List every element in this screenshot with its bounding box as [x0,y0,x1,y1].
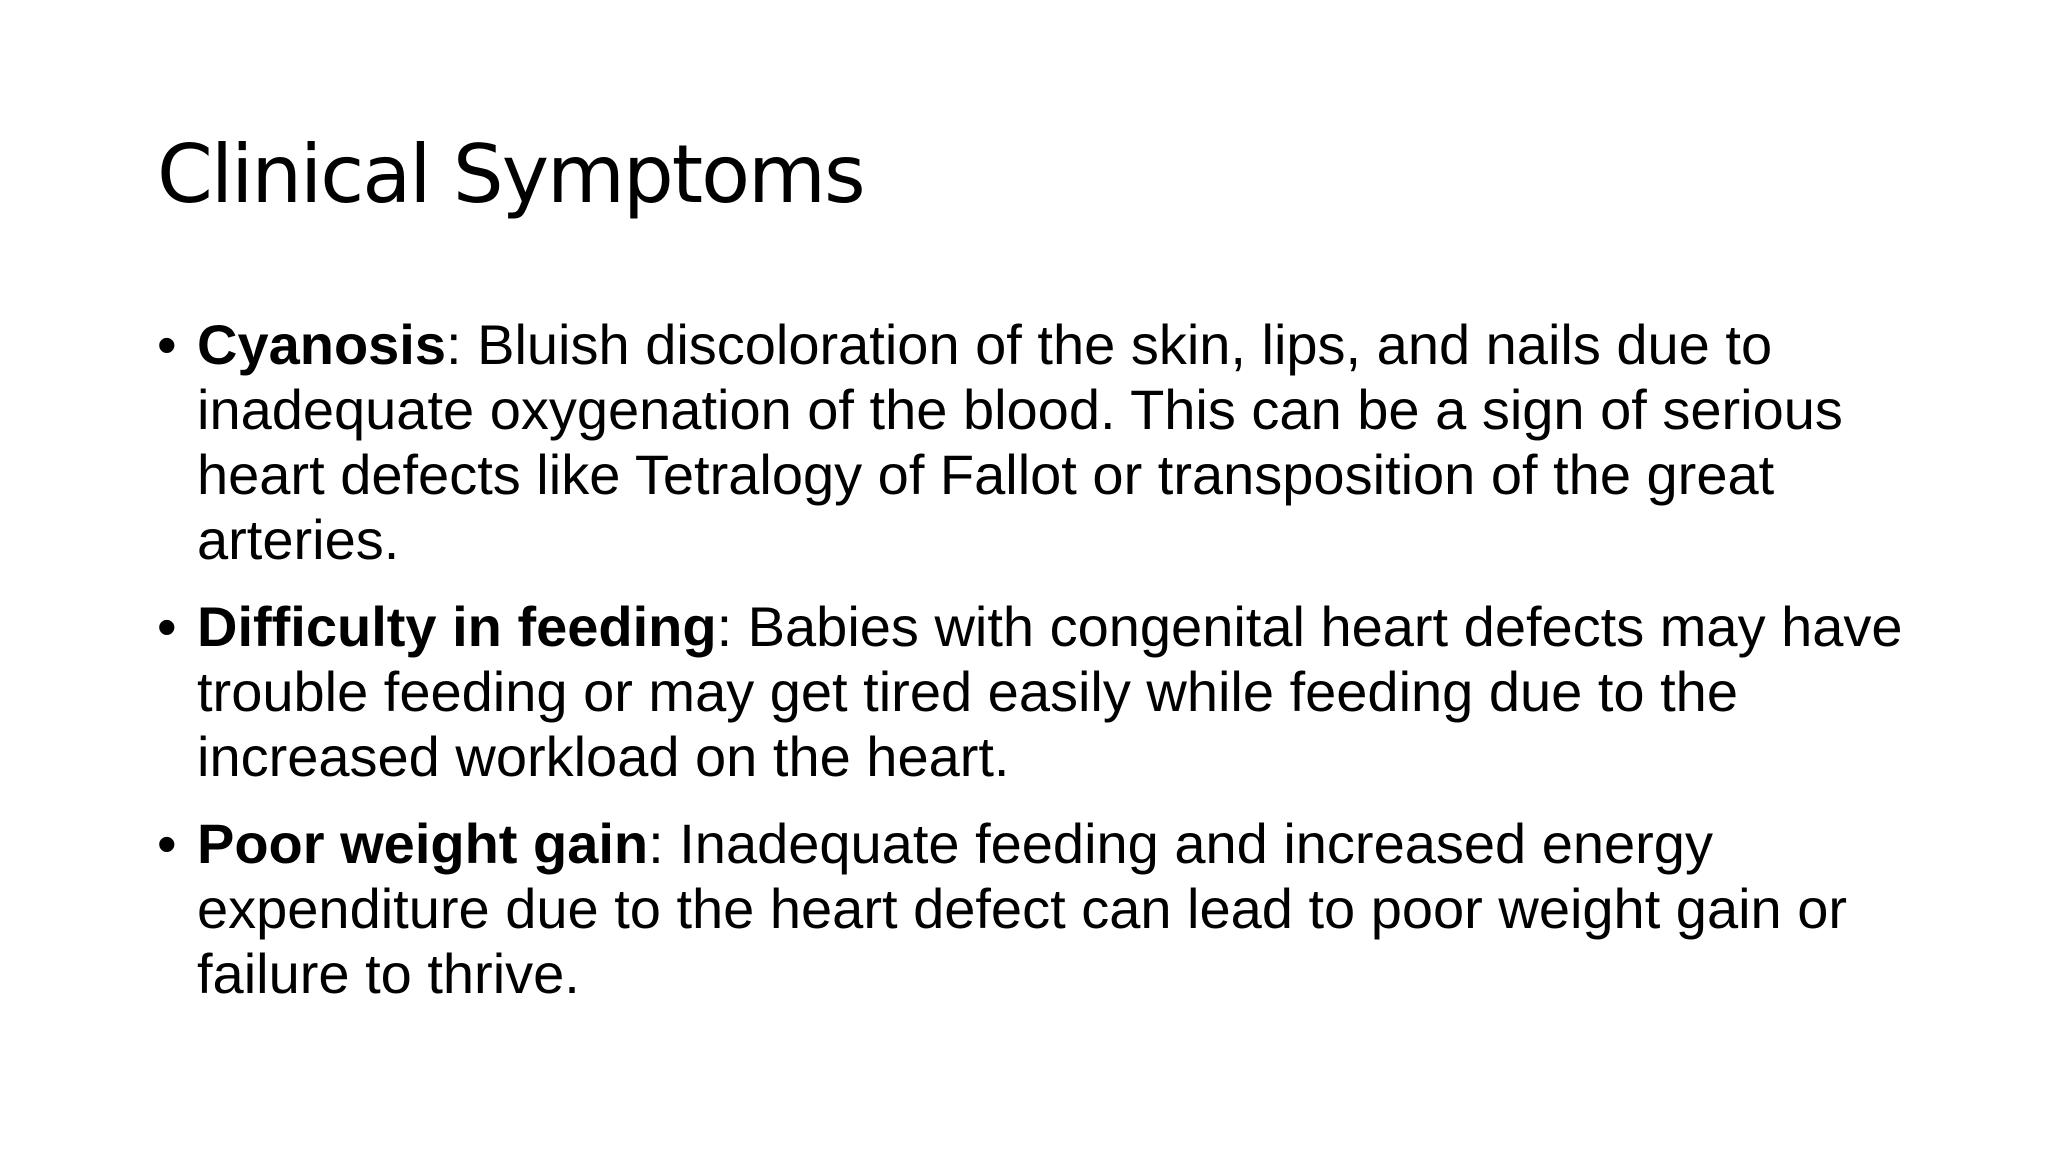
bullet-description: : Inadequate feeding and increased energy expenditure due to the heart defect can lead to poor weight gain or failure to thrive. [197,812,1848,1005]
bullet-description: : Bluish discoloration of the skin, lips, and nails due to inadequate oxygenation of the blood. This can be a sign of serious heart defects like Tetralogy of Fallot or transposition of the great arteries. [197,313,1843,571]
slide-title: Clinical Symptoms [157,128,864,221]
bullet-item-difficulty-in-feeding [157,594,1917,789]
bullet-dot-icon: • [157,812,177,875]
bullet-dot-icon: • [157,595,177,658]
bullet-term: Poor weight gain [197,812,649,875]
bullet-list [157,312,1917,1006]
bullet-term: Difficulty in feeding [197,595,717,658]
bullet-item-cyanosis [157,312,1917,572]
bullet-dot-icon: • [157,313,177,376]
bullet-term: Cyanosis [197,313,446,376]
bullet-description: : Babies with congenital heart defects may have trouble feeding or may get tired easily while feeding due to the increased workload on the heart. [197,595,1903,788]
bullet-item-poor-weight-gain [157,811,1917,1006]
